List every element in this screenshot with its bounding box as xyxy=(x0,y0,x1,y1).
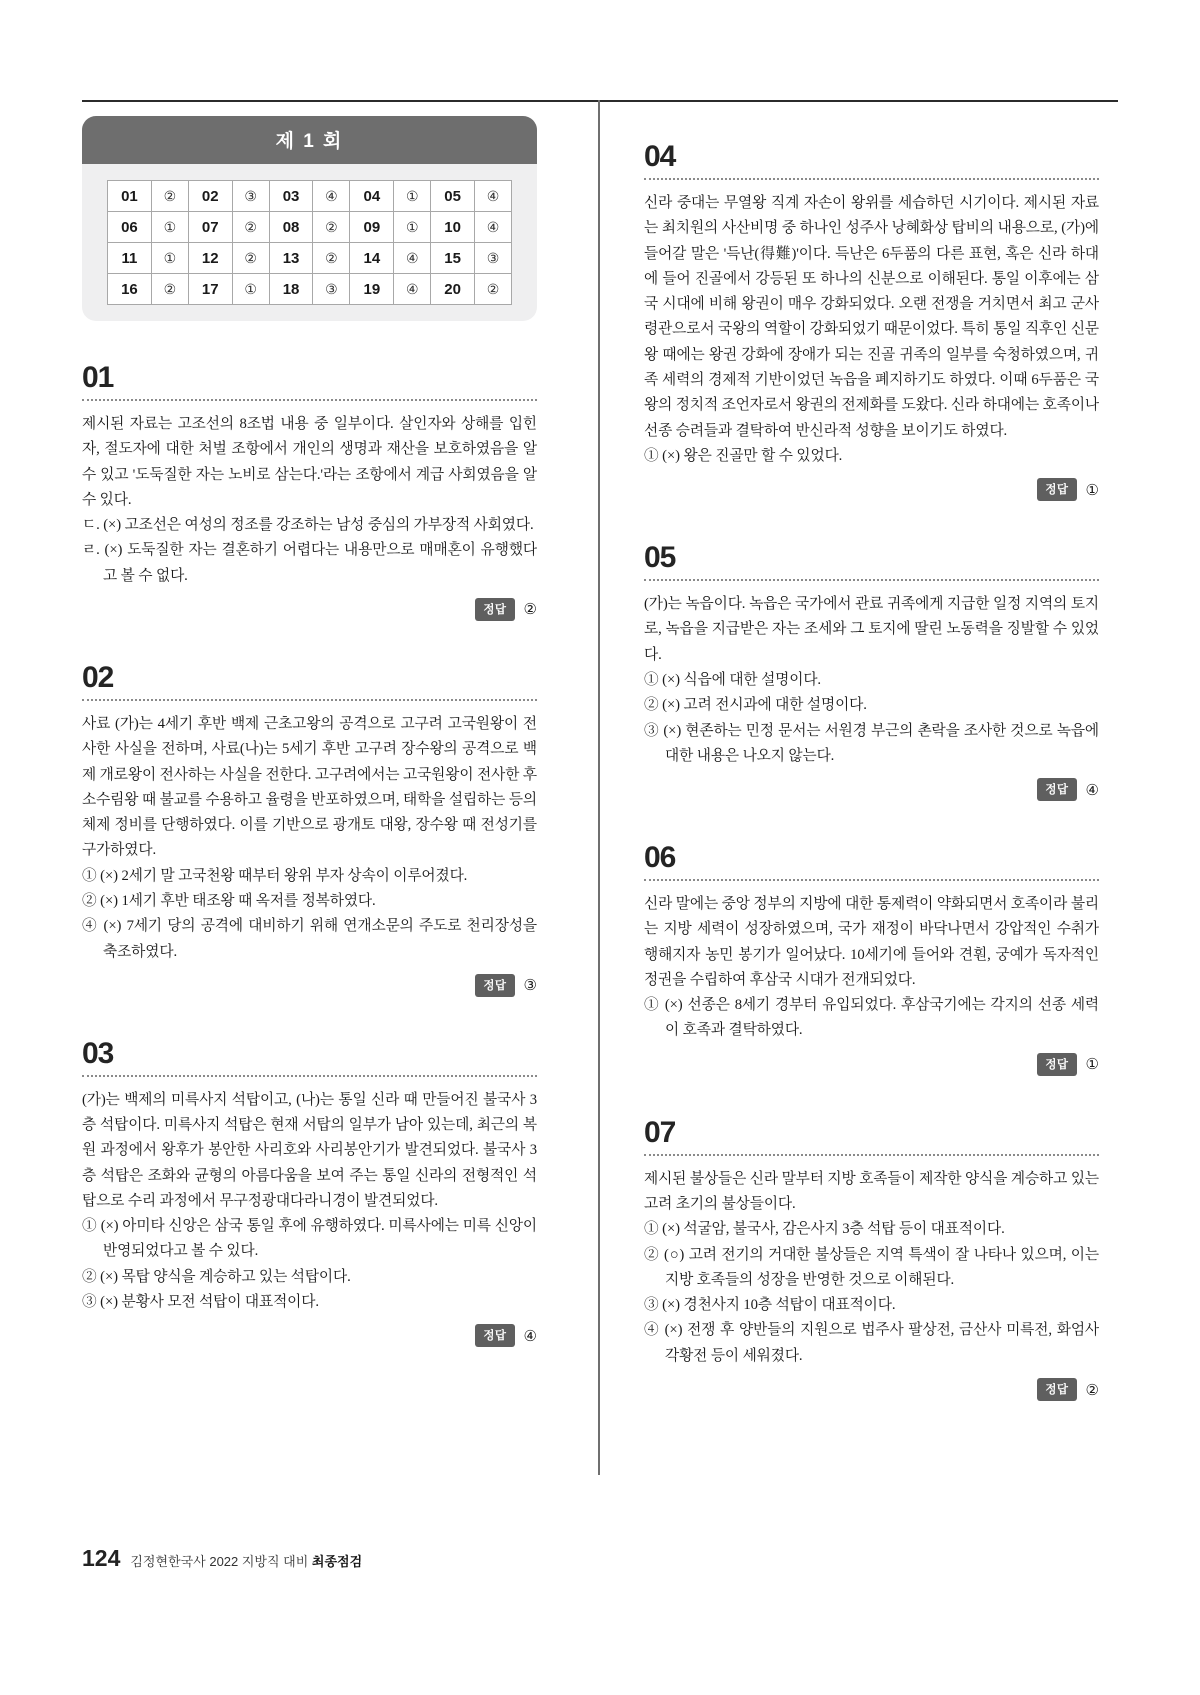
question-divider xyxy=(644,579,1099,581)
answer-line xyxy=(82,598,537,621)
answer-key-question-number: 03 xyxy=(269,181,313,212)
answer-choice: ② xyxy=(1085,1381,1099,1399)
question-divider xyxy=(644,1154,1099,1156)
answer-badge: 정답 xyxy=(1037,478,1076,501)
explanation-paragraph: 신라 중대는 무열왕 직계 자손이 왕위를 세습하던 시기이다. 제시된 자료는 최치원의 사산비명 중 하나인 성주사 낭혜화상 탑비의 내용으로, (가)에 들어갈 말은 '득난(得難)'이다. 득난은 6두품의 다른 표현, 혹은 신라 하대에 들어 진골에서 강등된 또 하나의 신분으로 이해된다. 통일 이후에는 삼국 시대에 비해 왕권이 매우 강화되었다. 오랜 전쟁을 거치면서 최고 군사령관으로서 국왕의 역할이 강화되었기 때문이었다. 특히 통일 직후인 신문왕 때에는 왕권 강화에 장애가 되는 진골 귀족의 일부를 숙청하였으며, 귀족 세력의 경제적 기반이었던 녹읍을 폐지하기도 하였다. 이때 6두품은 국왕의 정치적 조언자로서 왕권의 전제화를 도왔다. 신라 하대에는 호족이나 선종 승려들과 결탁하여 반신라적 성향을 보이기도 하였다. xyxy=(644,195,1099,439)
answer-badge: 정답 xyxy=(1037,1378,1076,1401)
question-divider xyxy=(82,699,537,701)
explanation-paragraph: 제시된 자료는 고조선의 8조법 내용 중 일부이다. 살인자와 상해를 입힌 자, 절도자에 대한 처벌 조항에서 개인의 생명과 재산을 보호하였음을 알 수 있고 '도둑질한 자는 노비로 삼는다.'라는 조항에서 계급 사회였음을 알 수 있다. xyxy=(82,416,537,508)
answer-key-question-number: 13 xyxy=(269,243,313,274)
answer-badge: 정답 xyxy=(475,1324,514,1347)
answer-choice: ① xyxy=(1085,481,1099,499)
explanation-paragraph: 신라 말에는 중앙 정부의 지방에 대한 통제력이 약화되면서 호족이라 불리는 지방 세력이 성장하였으며, 국가 재정이 바닥나면서 강압적인 수취가 행해지자 농민 봉기가 일어났다. 10세기에 들어와 견훤, 궁예가 독자적인 정권을 수립하여 후삼국 시대가 전개되었다. xyxy=(644,896,1099,988)
explanation-paragraph: 제시된 불상들은 신라 말부터 지방 호족들이 제작한 양식을 계승하고 있는 고려 초기의 불상들이다. xyxy=(644,1170,1099,1213)
answer-key-question-number: 10 xyxy=(431,212,475,243)
answer-key-choice: ② xyxy=(232,212,269,243)
question-number: 02 xyxy=(82,660,114,694)
explanation-paragraph: 사료 (가)는 4세기 후반 백제 근초고왕의 공격으로 고구려 고국원왕이 전사한 사실을 전하며, 사료(나)는 5세기 후반 고구려 장수왕의 공격으로 백제 개로왕이 전사하는 사실을 전한다. 고구려에서는 고국원왕이 전사한 후 소수림왕 때 불교를 수용하고 율령을 반포하였으며, 태학을 설립하는 등의 체제 정비를 단행하였다. 이를 기반으로 광개토 대왕, 장수왕 때 전성기를 구가하였다. xyxy=(82,715,537,859)
question-number: 05 xyxy=(644,541,676,575)
answer-key-question-number: 04 xyxy=(350,181,394,212)
answer-key-choice: ③ xyxy=(232,181,269,212)
option-explanation: ㄹ. (×) 도둑질한 자는 결혼하기 어렵다는 내용만으로 매매혼이 유행했다고 볼 수 없다. xyxy=(82,542,537,584)
answer-key-choice: ② xyxy=(475,274,512,305)
answer-badge: 정답 xyxy=(1037,778,1076,801)
answer-key-choice: ③ xyxy=(475,243,512,274)
answer-key-choice: ① xyxy=(394,181,431,212)
answer-line xyxy=(82,1324,537,1347)
question-number: 04 xyxy=(644,140,676,173)
footer-book-title: 김정현한국사 2022 지방직 대비 최종점검 xyxy=(130,1554,363,1569)
answer-choice: ④ xyxy=(1085,781,1099,799)
option-explanation: ① (×) 선종은 8세기 경부터 유입되었다. 후삼국기에는 각지의 선종 세력이 호족과 결탁하였다. xyxy=(644,997,1099,1039)
answer-key-question-number: 17 xyxy=(188,274,232,305)
answer-key-question-number: 08 xyxy=(269,212,313,243)
explanation-block xyxy=(644,1115,1099,1401)
explanation-paragraph: (가)는 녹읍이다. 녹읍은 국가에서 관료 귀족에게 지급한 일정 지역의 토지로, 녹읍을 지급받은 자는 조세와 그 토지에 딸린 노동력을 징발할 수 있었다. xyxy=(644,596,1099,663)
column-divider xyxy=(598,100,600,1475)
question-divider xyxy=(644,879,1099,881)
answer-line xyxy=(644,478,1099,501)
answer-key-row xyxy=(108,274,512,305)
answer-key-row xyxy=(108,181,512,212)
answer-choice: ③ xyxy=(523,977,537,995)
answer-key-choice: ④ xyxy=(475,212,512,243)
answer-key-question-number: 01 xyxy=(108,181,152,212)
option-explanation: ① (×) 왕은 진골만 할 수 있었다. xyxy=(644,447,843,464)
answer-key-question-number: 15 xyxy=(431,243,475,274)
answer-key-choice: ① xyxy=(394,212,431,243)
answer-badge: 정답 xyxy=(475,974,514,997)
answer-key-choice: ② xyxy=(313,212,350,243)
question-number: 07 xyxy=(644,1115,676,1149)
answer-key-question-number: 12 xyxy=(188,243,232,274)
answer-key-choice: ④ xyxy=(313,181,350,212)
option-explanation: ㄷ. (×) 고조선은 여성의 정조를 강조하는 남성 중심의 가부장적 사회였다. xyxy=(82,517,534,534)
answer-key-choice: ② xyxy=(151,181,188,212)
answer-key-choice: ① xyxy=(151,243,188,274)
answer-key-choice: ④ xyxy=(394,243,431,274)
right-column xyxy=(644,100,1099,1401)
question-number: 03 xyxy=(82,1036,114,1070)
answer-key-choice: ① xyxy=(151,212,188,243)
answer-key-question-number: 16 xyxy=(108,274,152,305)
answer-line xyxy=(644,1378,1099,1401)
explanation-block xyxy=(82,1036,537,1348)
answer-key-choice: ② xyxy=(313,243,350,274)
answer-badge: 정답 xyxy=(475,598,514,621)
answer-key-table xyxy=(107,180,512,305)
option-explanation: ② (×) 목탑 양식을 계승하고 있는 석탑이다. xyxy=(82,1268,351,1285)
option-explanation: ② (○) 고려 전기의 거대한 불상들은 지역 특색이 잘 나타나 있으며, 이는 지방 호족들의 성장을 반영한 것으로 이해된다. xyxy=(644,1246,1099,1288)
answer-line xyxy=(82,974,537,997)
option-explanation: ① (×) 2세기 말 고국천왕 때부터 왕위 부자 상속이 이루어졌다. xyxy=(82,867,468,884)
page-footer xyxy=(82,1545,1118,1572)
answer-badge: 정답 xyxy=(1037,1053,1076,1076)
answer-key-choice: ③ xyxy=(313,274,350,305)
answer-choice: ② xyxy=(523,601,537,619)
answer-key-question-number: 19 xyxy=(350,274,394,305)
question-number: 06 xyxy=(644,841,676,875)
answer-key-question-number: 07 xyxy=(188,212,232,243)
option-explanation: ② (×) 1세기 후반 태조왕 때 옥저를 정복하였다. xyxy=(82,892,376,909)
answer-choice: ① xyxy=(1085,1056,1099,1074)
answer-key-question-number: 09 xyxy=(350,212,394,243)
footer-page-number: 124 xyxy=(82,1545,121,1571)
explanation-paragraph: (가)는 백제의 미륵사지 석탑이고, (나)는 통일 신라 때 만들어진 불국사 3층 석탑이다. 미륵사지 석탑은 현재 서탑의 일부가 남아 있는데, 최근의 복원 과정에서 왕후가 봉안한 사리호와 사리봉안기가 발견되었다. 불국사 3층 석탑은 조화와 균형의 아름다움을 보여 주는 통일 신라의 전형적인 석탑으로 수리 과정에서 무구정광대다라니경이 발견되었다. xyxy=(82,1091,537,1209)
explanation-block xyxy=(644,142,1099,501)
left-column xyxy=(82,100,537,1347)
answer-key-row xyxy=(108,243,512,274)
option-explanation: ① (×) 아미타 신앙은 삼국 통일 후에 유행하였다. 미륵사에는 미륵 신앙이 반영되었다고 볼 수 있다. xyxy=(82,1218,537,1260)
answer-key-question-number: 02 xyxy=(188,181,232,212)
answer-key-choice: ④ xyxy=(475,181,512,212)
answer-key-question-number: 05 xyxy=(431,181,475,212)
answer-line xyxy=(644,778,1099,801)
answer-key-choice: ② xyxy=(232,243,269,274)
answer-key-choice: ① xyxy=(232,274,269,305)
answer-key-choice: ② xyxy=(151,274,188,305)
answer-key-title: 제 1 회 xyxy=(82,116,537,164)
question-number: 01 xyxy=(82,361,114,394)
answer-key-question-number: 06 xyxy=(108,212,152,243)
option-explanation: ① (×) 식읍에 대한 설명이다. xyxy=(644,671,822,688)
question-divider xyxy=(82,399,537,401)
answer-key-question-number: 11 xyxy=(108,243,152,274)
answer-key-row xyxy=(108,212,512,243)
explanation-block xyxy=(644,543,1099,801)
answer-key-question-number: 20 xyxy=(431,274,475,305)
option-explanation: ④ (×) 전쟁 후 양반들의 지원으로 법주사 팔상전, 금산사 미륵전, 화엄사 각황전 등이 세워졌다. xyxy=(644,1322,1099,1364)
option-explanation: ② (×) 고려 전시과에 대한 설명이다. xyxy=(644,697,867,714)
option-explanation: ③ (×) 경천사지 10층 석탑이 대표적이다. xyxy=(644,1297,896,1314)
question-divider xyxy=(82,1075,537,1077)
option-explanation: ③ (×) 분황사 모전 석탑이 대표적이다. xyxy=(82,1294,319,1311)
answer-key-choice: ④ xyxy=(394,274,431,305)
answer-key-question-number: 14 xyxy=(350,243,394,274)
option-explanation: ④ (×) 7세기 당의 공격에 대비하기 위해 연개소문의 주도로 천리장성을 축조하였다. xyxy=(82,918,537,960)
explanation-block xyxy=(644,843,1099,1076)
answer-line xyxy=(644,1053,1099,1076)
option-explanation: ① (×) 석굴암, 불국사, 감은사지 3층 석탑 등이 대표적이다. xyxy=(644,1221,1005,1238)
answer-choice: ④ xyxy=(523,1327,537,1345)
explanation-block xyxy=(82,660,537,997)
page-content xyxy=(82,100,1118,1570)
question-divider xyxy=(644,178,1099,180)
option-explanation: ③ (×) 현존하는 민정 문서는 서원경 부근의 촌락을 조사한 것으로 녹읍에 대한 내용은 나오지 않는다. xyxy=(644,722,1099,764)
explanation-block xyxy=(82,363,537,621)
answer-key-card xyxy=(82,116,537,321)
answer-key-question-number: 18 xyxy=(269,274,313,305)
